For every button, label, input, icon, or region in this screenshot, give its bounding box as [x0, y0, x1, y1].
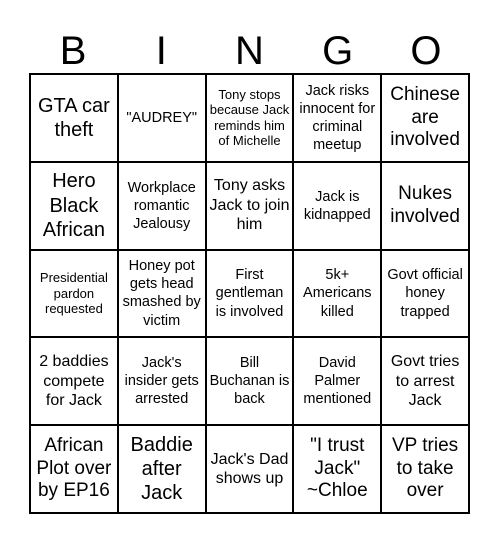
header-letter-n: N — [235, 29, 264, 73]
bingo-cell-r1-c1[interactable]: GTA car theft — [30, 74, 118, 162]
bingo-cell-r4-c2[interactable]: Jack's insider gets arrested — [118, 337, 206, 425]
bingo-cell-r2-c1[interactable]: Hero Black African — [30, 162, 118, 250]
bingo-cell-r1-c5[interactable]: Chinese are involved — [381, 74, 469, 162]
bingo-cell-r5-c2[interactable]: Baddie after Jack — [118, 425, 206, 513]
header-letter-o: O — [410, 29, 442, 73]
bingo-cell-r4-c3[interactable]: Bill Buchanan is back — [206, 337, 294, 425]
bingo-cell-r2-c2[interactable]: Workplace romantic Jealousy — [118, 162, 206, 250]
header-letter-b: B — [59, 29, 87, 73]
bingo-cell-r2-c5[interactable]: Nukes involved — [381, 162, 469, 250]
bingo-cell-r5-c1[interactable]: African Plot over by EP16 — [30, 425, 118, 513]
bingo-card — [29, 73, 470, 514]
bingo-header — [29, 28, 470, 74]
bingo-cell-r4-c1[interactable]: 2 baddies compete for Jack — [30, 337, 118, 425]
bingo-cell-r2-c4[interactable]: Jack is kidnapped — [293, 162, 381, 250]
bingo-cell-r2-c3[interactable]: Tony asks Jack to join him — [206, 162, 294, 250]
bingo-cell-r1-c2[interactable]: "AUDREY" — [118, 74, 206, 162]
bingo-cell-r4-c4[interactable]: David Palmer mentioned — [293, 337, 381, 425]
bingo-cell-r3-c5[interactable]: Govt official honey trapped — [381, 250, 469, 338]
bingo-cell-r5-c3[interactable]: Jack's Dad shows up — [206, 425, 294, 513]
bingo-cell-r3-c4[interactable]: 5k+ Americans killed — [293, 250, 381, 338]
header-letter-i: I — [155, 29, 167, 73]
bingo-cell-r5-c5[interactable]: VP tries to take over — [381, 425, 469, 513]
bingo-cell-r4-c5[interactable]: Govt tries to arrest Jack — [381, 337, 469, 425]
bingo-cell-r3-c2[interactable]: Honey pot gets head smashed by victim — [118, 250, 206, 338]
bingo-cell-r5-c4[interactable]: "I trust Jack" ~Chloe — [293, 425, 381, 513]
bingo-cell-r1-c4[interactable]: Jack risks innocent for criminal meetup — [293, 74, 381, 162]
header-letter-g: G — [322, 29, 354, 73]
bingo-cell-r1-c3[interactable]: Tony stops because Jack reminds him of Michelle — [206, 74, 294, 162]
bingo-cell-r3-c3[interactable]: First gentleman is involved — [206, 250, 294, 338]
bingo-cell-r3-c1[interactable]: Presidential pardon requested — [30, 250, 118, 338]
